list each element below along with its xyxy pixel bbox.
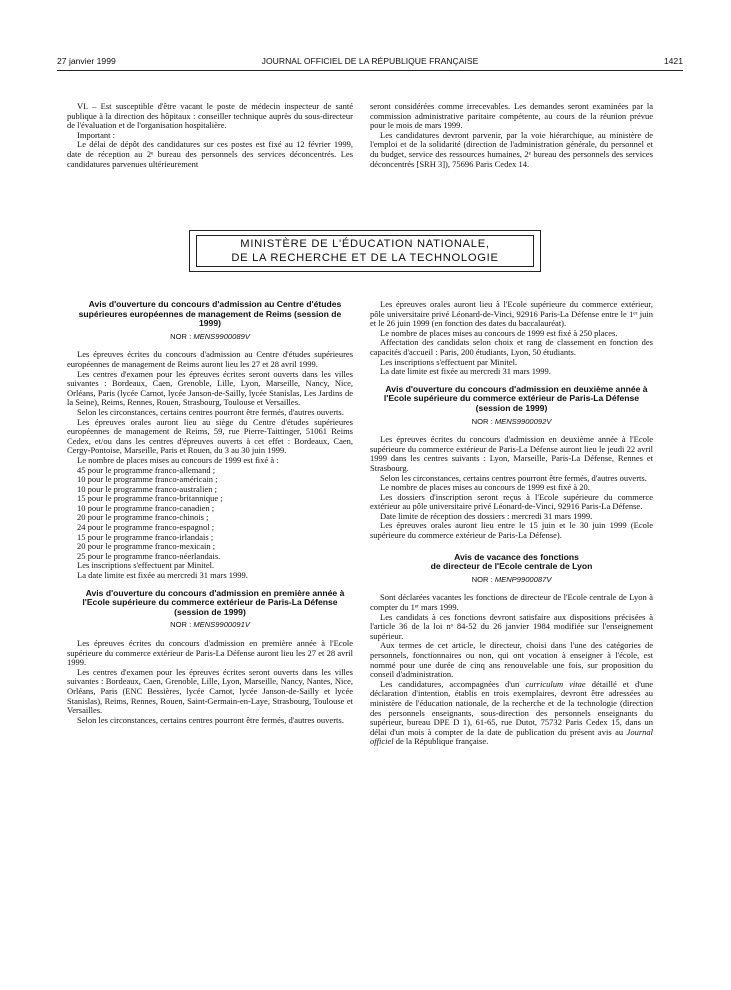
notice-title: Avis d'ouverture du concours d'admission en deuxième année à l'Ecole supérieure du commerce extérieur de Paris-La Défense (session de 1999): [383, 383, 648, 413]
list-item: 25 pour le programme franco-néerlandais.: [77, 550, 221, 561]
list-item: 45 pour le programme franco-allemand ;: [77, 464, 216, 475]
paragraph: Date limite de réception des dossiers : mercredi 31 mars 1999.: [380, 510, 593, 521]
paragraph: Selon les circonstances, certains centres pourront être fermés, d'autres ouverts.: [380, 472, 647, 483]
paragraph: Les candidats à ces fonctions devront satisfaire aux dispositions précisées à l'article 36 de la loi nᵒ 84-52 du 26 janvier 1984 modifiée sur l'enseignement supérieur.: [370, 611, 653, 641]
list-item: 10 pour le programme franco-australien ;: [77, 483, 217, 494]
paragraph: Les épreuves orales auront lieu entre le 15 juin et le 30 juin 1999 (Ecole supérieure du commerce extérieur de Paris-La Défense).: [370, 520, 653, 541]
nor-reference: NOR : MENP9900087V: [471, 574, 552, 584]
paragraph: Les inscriptions s'effectuent par Minitel.: [380, 356, 518, 367]
list-item: 20 pour le programme franco-mexicain ;: [77, 541, 216, 552]
ministry-box-inner: [196, 235, 534, 267]
paragraph: Les inscriptions s'effectuent par Minitel.: [77, 560, 215, 571]
right-column: [370, 300, 653, 747]
paragraph: Les centres d'examen pour les épreuves écrites seront ouverts dans les villes suivantes : Bordeaux, Caen, Grenoble, Lille, Lyon, Marseille, Nancy, Nantes, Nice, Orléans, Paris (ENC Bessières, lycée Carnot, lycée Janson-de-Sailly et lycée Stanislas), Reims, Rennes, Rouen, Saint-Germain-en-Laye, Strasbourg, Toulouse et Versailles.: [67, 666, 353, 716]
header-rule: [57, 70, 683, 71]
paragraph: Les épreuves orales auront lieu au siège du Centre d'études supérieures européennes de management de Reims, 59, rue Pierre-Taittinger, 51061 Reims Cedex, et/ou dans les centres d'épreuves ouverts à cet effet : Bordeaux, Caen, Cergy-Pontoise, Marseille, Paris et Rouen, du 3 au 30 juin 1999.: [67, 416, 353, 456]
top-left-column: [67, 102, 353, 169]
paragraph: Les épreuves écrites du concours d'admission en deuxième année à l'Ecole supérieure du commerce extérieur de Paris-La Défense auront lieu le jeudi 22 avril 1999 dans les centres suivants : Lyon, Marseille, Paris-La Défense, Rennes et Strasbourg.: [370, 434, 653, 473]
issue-date: 27 janvier 1999: [57, 56, 116, 66]
paragraph: Les épreuves écrites du concours d'admission en première année à l'Ecole supérieure du commerce extérieur de Paris-La Défense auront lieu les 27 et 28 avril 1999.: [67, 638, 353, 668]
nor-reference: NOR : MENS9900089V: [170, 331, 250, 341]
paragraph: Le délai de dépôt des candidatures sur ces postes est fixé au 12 février 1999, date de réception au 2ᵉ bureau des personnels des services déconcentrés. Les candidatures parvenues ultérieurement: [67, 139, 353, 169]
paragraph: seront considérées comme irrecevables. Les demandes seront examinées par la commission administrative paritaire compétente, au cours de la réunion prévue pour le mois de mars 1999.: [370, 101, 653, 131]
paragraph: Les candidatures, accompagnées d'un curriculum vitae détaillé et d'une déclaration d'intention, établis en trois exemplaires, devront être adressées au ministère de l'éducation nationale, de la recherche et de la technologie (direction des personnels enseignants, sous-direction des personnels enseignants du supérieur, bureau DPE D 1), 61-65, rue Dutot, 75732 Paris Cedex 15, dans un délai d'un mois à compter de la date de publication du présent avis au Journal officiel de la République française.: [370, 678, 654, 747]
paragraph: Le nombre de places mises au concours de 1999 est fixé à 250 places.: [380, 327, 618, 338]
paragraph: Aux termes de cet article, le directeur, choisi dans l'une des catégories de personnels, fonctionnaires ou non, qui ont vocation à enseigner à l'école, est nommé pour une durée de cinq ans renouvelable une fois, sur proposition du conseil d'administration.: [370, 640, 653, 680]
paragraph: Les centres d'examen pour les épreuves écrites seront ouverts dans les villes suivantes : Bordeaux, Caen, Grenoble, Lille, Lyon, Marseille, Nancy, Nice, Orléans, Paris (lycée Carnot, lycée Janson-de-Sailly, lycée Stanislas, Les Jardins de la Seine), Reims, Rennes, Rouen, Strasbourg, Toulouse et Versailles.: [67, 368, 353, 408]
paragraph: Les candidatures devront parvenir, par la voie hiérarchique, au ministère de l'emploi et de la solidarité (direction de l'administration générale, du personnel et du budget, service des ressources humaines, 2ᵉ bureau des personnels des services déconcentrés [SRH 3]), 75696 Paris Cedex 14.: [370, 129, 653, 169]
nor-reference: NOR : MENS9900091V: [170, 620, 250, 630]
paragraph: Les épreuves orales auront lieu à l'Ecole supérieure du commerce extérieur, pôle universitaire privé Léonard-de-Vinci, 92916 Paris-La Défense entre le 1ᵉʳ juin et le 26 juin 1999 (en fonction des dates du baccalauréat).: [370, 299, 653, 329]
list-item: 24 pour le programme franco-espagnol ;: [77, 522, 215, 533]
paragraph: VI. – Est susceptible d'être vacant le poste de médecin inspecteur de santé publique à la direction des hôpitaux : conseiller technique auprès du sous-directeur de l'évaluation et de l'organisation hospitalière.: [67, 101, 353, 131]
left-column: [67, 300, 353, 725]
paragraph: Le nombre de places mises au concours de 1999 est fixé à :: [77, 454, 279, 465]
notice-title: Avis d'ouverture du concours d'admission au Centre d'études supérieures européennes de management de Reims (session de 1999): [78, 299, 342, 329]
notice-title: Avis de vacance des fonctions de directeur de l'Ecole centrale de Lyon: [430, 551, 593, 572]
list-item: 20 pour le programme franco-chinois ;: [77, 512, 209, 523]
journal-title: JOURNAL OFFICIEL DE LA RÉPUBLIQUE FRANÇAISE: [261, 56, 479, 66]
ministry-box: [189, 230, 541, 272]
list-item: 15 pour le programme franco-irlandais ;: [77, 531, 214, 542]
paragraph: Les épreuves écrites du concours d'admission au Centre d'études supérieures européennes de management de Reims auront lieu les 27 et 28 avril 1999.: [67, 349, 353, 369]
paragraph: Affectation des candidats selon choix et rang de classement en fonction des capacités d'accueil : Paris, 200 étudiants, Lyon, 50 étudiants.: [370, 337, 653, 357]
top-right-column: [370, 102, 653, 169]
paragraph: La date limite est fixée au mercredi 31 mars 1999.: [380, 366, 551, 377]
ministry-title-line2: DE LA RECHERCHE ET DE LA TECHNOLOGIE: [231, 252, 499, 264]
paragraph: Sont déclarées vacantes les fonctions de directeur de l'Ecole centrale de Lyon à compter du 1ᵉʳ mars 1999.: [370, 592, 653, 613]
list-item: 10 pour le programme franco-américain ;: [77, 474, 218, 485]
paragraph: Important :: [77, 129, 116, 140]
list-item: 15 pour le programme franco-britannique ;: [77, 493, 223, 504]
list-item: 10 pour le programme franco-canadien ;: [77, 502, 215, 513]
paragraph: Le nombre de places mises au concours de 1999 est fixé à 20.: [380, 482, 590, 493]
notice-title: Avis d'ouverture du concours d'admission en première année à l'Ecole supérieure du commerce extérieur de Paris-La Défense (session de 1999): [82, 587, 345, 617]
running-header: [57, 56, 683, 70]
nor-reference: NOR : MENS9900092V: [471, 416, 552, 426]
paragraph: Selon les circonstances, certains centres pourront être fermés, d'autres ouverts.: [77, 714, 344, 725]
page-number: 1421: [663, 56, 683, 66]
paragraph: La date limite est fixée au mercredi 31 mars 1999.: [77, 570, 248, 581]
ministry-title-line1: MINISTÈRE DE L'ÉDUCATION NATIONALE,: [240, 238, 490, 250]
paragraph: Selon les circonstances, certains centres pourront être fermés, d'autres ouverts.: [77, 406, 344, 417]
paragraph: Les dossiers d'inscription seront reçus à l'Ecole supérieure du commerce extérieur au pôle universitaire privé Léonard-de-Vinci, 92916 Paris-La Défense.: [370, 491, 653, 512]
